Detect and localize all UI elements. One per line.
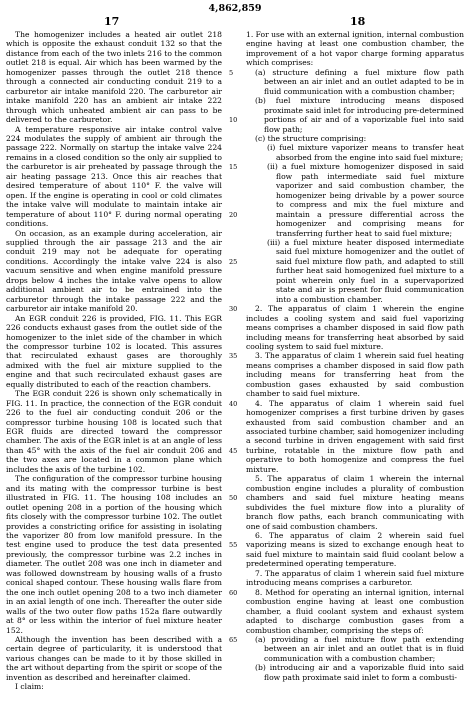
left-column-paragraph: I claim:	[15, 682, 44, 692]
right-column-paragraph: 8. Method for operating an internal ignition, internal combustion engine having at least one combustion chamber, a fluid coolant system and exhaust system adapted to discharge combustion gases from a combustion chamber, comprising the steps of:	[246, 587, 464, 635]
right-column-paragraph: (c) the structure comprising:	[255, 133, 367, 143]
right-column-paragraph: (a) providing a fuel mixture flow path extending between an air inlet and an outlet that is in fluid communication with a combustion chamber;	[255, 635, 464, 663]
left-column-paragraph: The EGR conduit 226 is shown only schematically in FIG. 11. In practice, the connection of the EGR conduit 226 to the fuel air conducting conduit 206 or the compressor turbine housing 108 is located such that EGR fluids are directed toward the compressor chamber. The axis of the EGR inlet is at an angle of less than 45° with the axis of the fuel air conduit 206 and the two axes are located in a common plane which includes the axis of the turbine 102.	[6, 389, 222, 474]
right-column-paragraph: 3. The apparatus of claim 1 wherein said fuel heating means comprises a chamber disposed in said flow path including means for transferring heat from the combustion gases exhausted by said combustion chamber to said fuel mixture.	[246, 351, 464, 399]
right-column-paragraph: (b) fuel mixture introducing means disposed proximate said inlet for introducing pre-determined portions of air and of a vaporizable fuel into said flow path;	[255, 96, 464, 134]
right-column-paragraph: 6. The apparatus of claim 2 wherein said fuel vaporizing means is sized to exchange enough heat to said fuel mixture to maintain said fluid coolant below a predetermined operating temperature.	[246, 531, 464, 569]
right-column-paragraph: 4. The apparatus of claim 1 wherein said fuel homogenizer comprises a first turbine driven by gases exhausted from said combustion chamber and an associated turbine chamber, said homogenizer including a second turbine in driven engagement with said first turbine, rotatable in the mixture flow path and operative to both homogenize and compress the fuel mixture.	[246, 398, 464, 474]
right-column-number: 18	[350, 15, 366, 28]
patent-number: 4,862,859	[208, 3, 262, 14]
right-column-text	[246, 30, 464, 682]
line-number: 5	[229, 68, 234, 77]
line-number: 45	[229, 446, 238, 455]
line-number: 50	[229, 494, 238, 503]
right-column-paragraph: (ii) a fuel mixture homogenizer disposed in said flow path intermediate said fuel mixture vaporizer and said combustion chamber, the homogenizer being drivable by a power source to compress and mix the fuel mixture and maintain a pressure differential across the homogenizer and comprising means for transferring further heat to said fuel mixture;	[267, 162, 464, 238]
line-number: 65	[229, 635, 238, 644]
left-column-paragraph: The configuration of the compressor turbine housing and its mating with the compressor turbine is best illustrated in FIG. 11. The housing 108 includes an outlet opening 208 in a portion of the housing which fits closely with the compressor turbine 102. The outlet provides a constricting orifice for assisting in isolating the vaporizer 80 from low manifold pressure. In the test engine used to produce the test data presented previously, the compressor turbine was 2.2 inches in diameter. The outlet 208 was one inch in diameter and was followed downstream by housing walls of a frusto conical shaped contour. These housing walls flare from the one inch outlet opening 208 to a two inch diameter in an axial length of one inch. Thereafter the outer side walls of the two outer flow paths 152a flare outwardly at 8° or less within the interior of fuel mixture heater 152.	[6, 474, 222, 635]
left-column-paragraph: On occasion, as an example during acceleration, air supplied through the air passage 213 and the air conduit 219 may not be adequate for operating conditions. Accordingly the intake valve 224 is also vacuum sensitive and when engine manifold pressure drops below 4 inches the intake valve opens to allow additional ambient air to be entrained into the carburetor through the intake passage 222 and the carburetor air intake manifold 20.	[6, 228, 222, 314]
right-column-paragraph: 5. The apparatus of claim 1 wherein the internal combustion engine includes a plurality of combustion chambers and said fuel mixture heating means subdivides the fuel mixture flow into a plurality of branch flow paths, each branch communicating with one of said combustion chambers.	[246, 474, 464, 531]
right-column-paragraph: 2. The apparatus of claim 1 wherein the engine includes a cooling system and said fuel vaporizing means comprises a chamber disposed in said flow path including means for transferring heat absorbed by said cooling system to said fuel mixture.	[246, 304, 464, 351]
left-column-paragraph: Although the invention has been described with a certain degree of particularity, it is understood that various changes can be made to it by those skilled in the art without departing from the spirit or scope of the invention as described and hereinafter claimed.	[6, 635, 222, 682]
left-column-paragraph: A temperature responsive air intake control valve 224 modulates the supply of ambient air through the passage 222. Normally on startup the intake valve 224 remains in a closed condition so the only air supplied to the carburetor is air preheated by passage through the air heating passage 213. Once this air reaches that desired temperature of about 110° F. the valve will open. If the engine is operating in cool or cold climates the intake valve will modulate to maintain intake air temperature of about 110° F. during normal operating conditions.	[6, 124, 222, 229]
right-column-paragraph: (b) introducing air and a vaporizable fluid into said flow path proximate said inlet to form a combusti-	[255, 663, 464, 682]
left-column-number: 17	[104, 15, 120, 28]
right-column-paragraph: (a) structure defining a fuel mixture flow path between an air inlet and an outlet adapted to be in fluid communication with a combustion chamber;	[255, 67, 464, 96]
line-number: 60	[229, 588, 238, 597]
right-column-paragraph: 7. The apparatus of claim 1 wherein said fuel mixture introducing means comprises a carburetor.	[246, 568, 464, 588]
left-column-paragraph: An EGR conduit 226 is provided, FIG. 11. This EGR 226 conducts exhaust gases from the outlet side of the homogenizer to the inlet side of the chamber in which the compressor turbine 102 is located. This assures that recirculated exhaust gases are thoroughly admixed with the fuel air mixture supplied to the engine and that such recirculated exhaust gases are equally distributed to each of the reaction chambers.	[6, 313, 222, 389]
line-number: 10	[229, 116, 238, 125]
line-number: 20	[229, 210, 238, 219]
line-number: 30	[229, 305, 238, 314]
right-column-paragraph: (iii) a fuel mixture heater disposed intermediate said fuel mixture homogenizer and the outlet of said fuel mixture flow path, and adapted to still further heat said homogenized fuel mixture to a point wherein only fuel in a supervaporized state and air is present for fluid communication into a combustion chamber.	[267, 237, 464, 304]
line-number: 35	[229, 352, 238, 361]
line-number: 40	[229, 399, 238, 408]
line-number: 25	[229, 257, 238, 266]
left-column-text	[6, 30, 222, 692]
right-column-paragraph: 1. For use with an external ignition, internal combustion engine having at least one combustion chamber, the improvement of a hot vapor charge forming apparatus which comprises:	[246, 30, 464, 68]
line-number: 55	[229, 541, 238, 550]
right-column-paragraph: (i) fuel mixture vaporizer means to transfer heat absorbed from the engine into said fuel mixture;	[267, 143, 464, 162]
left-column-paragraph: The homogenizer includes a heated air outlet 218 which is opposite the exhaust conduit 132 so that the distance from each of the two inlets 216 to the common outlet 218 is equal. Air which has been warmed by the homogenizer passes through the outlet 218 thence through a connected air conducting conduit 219 to a carburetor air intake manifold 220. The carburetor air intake manifold 220 has an ambient air intake 222 through which unheated ambient air can pass to be delivered to the carburetor.	[6, 30, 222, 125]
line-number: 15	[229, 163, 238, 172]
